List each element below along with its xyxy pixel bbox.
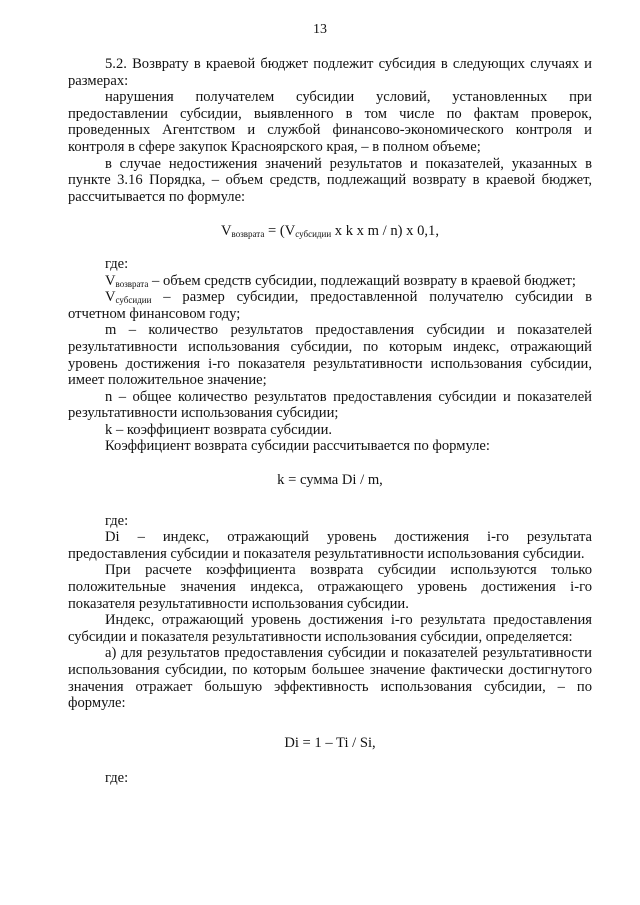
definition-v-return bbox=[68, 273, 592, 290]
paragraph-5-2: 5.2. Возврату в краевой бюджет подлежит субсидия в следующих случаях и размерах: bbox=[68, 56, 592, 89]
paragraph-index-determined: Индекс, отражающий уровень достижения i-го результата предоставления субсидии и показателя результативности использования субсидии, определяется: bbox=[68, 612, 592, 645]
page-number: 13 bbox=[313, 22, 327, 37]
paragraph-positive-values: При расчете коэффициента возврата субсидии используются только положительные значения индекса, отражающего уровень достижения i-го показателя результативности использования субсидии. bbox=[68, 562, 592, 612]
where-label-3: где: bbox=[105, 770, 129, 787]
where-label-2: где: bbox=[105, 512, 129, 529]
definition-m: m – количество результатов предоставления субсидии и показателей результативности использования субсидии, по которым индекс, отражающий уровень достижения i-го показателя результативности использования субсидии, имеет положительное значение; bbox=[68, 322, 592, 389]
definition-di: Di – индекс, отражающий уровень достижения i-го результата предоставления субсидии и показателя результативности использования субсидии. bbox=[68, 529, 592, 562]
where-label-1: где: bbox=[105, 255, 129, 272]
def-vs-symbol: V bbox=[105, 289, 116, 306]
formula-k: k = сумма Di / m, bbox=[277, 472, 383, 489]
definition-n: n – общее количество результатов предоставления субсидии и показателей результативности использования субсидии; bbox=[68, 388, 592, 422]
def-v-text: – объем средств субсидии, подлежащий возврату в краевой бюджет; bbox=[148, 272, 576, 289]
formula-return-volume bbox=[68, 223, 592, 240]
paragraph-case-a: а) для результатов предоставления субсидии и показателей результативности использования субсидии, по которым большее значение фактически достигнутого значения отражает большую эффективность использования субсидии, – по формуле: bbox=[68, 645, 592, 712]
formula-v-subscript: возврата bbox=[231, 229, 265, 240]
def-vs-text: – размер субсидии, предоставленной получателю субсидии в отчетном финансовом году; bbox=[68, 289, 592, 322]
definition-v-subsidy bbox=[68, 289, 592, 322]
definition-k: k – коэффициент возврата субсидии. bbox=[105, 421, 333, 438]
paragraph-nonachievement: в случае недостижения значений результатов и показателей, указанных в пункте 3.16 Порядка, – объем средств, подлежащий возврату в краевой бюджет, рассчитывается по формуле: bbox=[68, 155, 592, 205]
formula-rest: x k x m / n) x 0,1, bbox=[331, 223, 439, 240]
def-vs-subscript: субсидии bbox=[115, 295, 152, 306]
formula-mid: = (V bbox=[264, 223, 296, 240]
def-v-symbol: V bbox=[105, 272, 116, 289]
k-formula-intro: Коэффициент возврата субсидии рассчитывается по формуле: bbox=[105, 438, 490, 455]
def-v-subscript: возврата bbox=[115, 278, 149, 289]
document-body bbox=[68, 56, 592, 787]
formula-subsidy-subscript: субсидии bbox=[295, 229, 332, 240]
formula-di: Di = 1 – Ti / Si, bbox=[284, 734, 376, 751]
paragraph-violation: нарушения получателем субсидии условий, установленных при предоставлении субсидии, выявленного в том числе по фактам проверок, проведенных Агентством и службой финансово-экономического контроля и контроля в сфере закупок Красноярского края, – в полном объеме; bbox=[68, 89, 592, 155]
formula-v-symbol: V bbox=[221, 223, 232, 240]
